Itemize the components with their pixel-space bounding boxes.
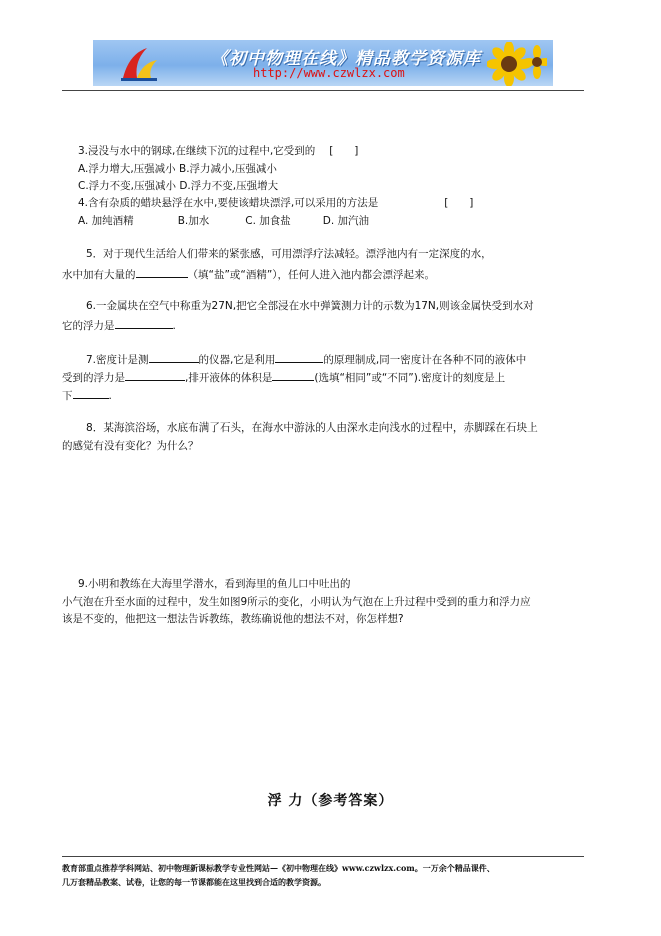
q9-line3: 该是不变的，他把这一想法告诉教练，教练确说他的想法不对，你怎样想? bbox=[62, 613, 404, 625]
q5-line2: 水中加有大量的 （填“盐”或“酒精”），任何人进入池内都会漂浮起来。 bbox=[62, 266, 435, 282]
q4-stem: 4.含有杂质的蜡块悬浮在水中,要使该蜡块漂浮,可以采用的方法是 [ ] bbox=[78, 197, 474, 209]
footer-line1: 教育部重点推荐学科网站、初中物理新课标教学专业性网站—《初中物理在线》www.czwlzx.com。一万余个精品课件、 bbox=[62, 863, 495, 873]
q8-line1: 8．某海滨浴场，水底布满了石头，在海水中游泳的人由深水走向浅水的过程中，赤脚踩在石块上 bbox=[86, 422, 538, 434]
q6-line2: 它的浮力是 . bbox=[62, 317, 176, 333]
answer-blank bbox=[275, 351, 323, 363]
q9-line2: 小气泡在升至水面的过程中，发生如图9所示的变化，小明认为气泡在上升过程中受到的重力和浮力应 bbox=[62, 596, 531, 608]
footer-rule bbox=[62, 856, 584, 857]
q7-line1: 7.密度计是测 的仪器,它是利用 的原理制成,同一密度计在各种不同的液体中 bbox=[86, 351, 526, 367]
q4-answer-bracket: [ ] bbox=[444, 197, 474, 209]
answer-blank bbox=[149, 351, 199, 363]
q6-line1: 6.一金属块在空气中称重为27N,把它全部浸在水中弹簧测力计的示数为17N,则该金属快受到水对 bbox=[86, 300, 534, 312]
q3-options-cd: C.浮力不变,压强减小 D.浮力不变,压强增大 bbox=[78, 180, 279, 192]
q8-line2: 的感觉有没有变化？为什么？ bbox=[62, 440, 199, 452]
footer-line2: 几万套精品教案、试卷，让您的每一节课都能在这里找到合适的教学资源。 bbox=[62, 877, 326, 887]
answer-blank bbox=[272, 369, 314, 381]
q7-line3: 下 . bbox=[62, 387, 112, 403]
q3-stem: 3.浸没与水中的钢球,在继续下沉的过程中,它受到的 [ ] bbox=[78, 145, 359, 157]
answer-blank bbox=[136, 266, 188, 278]
q7-line2: 受到的浮力是 ,排开液体的体积是 (选填“相同”或“不同”).密度计的刻度是上 bbox=[62, 369, 505, 385]
answer-blank bbox=[115, 317, 173, 329]
site-title: 《初中物理在线》精品教学资源库 bbox=[211, 49, 481, 69]
q5-line1: 5．对于现代生活给人们带来的紧张感，可用漂浮疗法减轻。漂浮池内有一定深度的水， bbox=[86, 248, 492, 260]
answer-heading: 浮 力（参考答案） bbox=[267, 793, 394, 809]
sunflower-image-icon bbox=[487, 42, 547, 86]
q3-options-ab: A.浮力增大,压强减小 B.浮力减小,压强减小 bbox=[78, 163, 277, 175]
answer-blank bbox=[125, 369, 185, 381]
q3-answer-bracket: [ ] bbox=[329, 145, 359, 157]
site-url: http://www.czwlzx.com bbox=[253, 66, 405, 80]
q9-line1: 9.小明和教练在大海里学潜水，看到海里的鱼儿口中吐出的 bbox=[78, 578, 351, 590]
answer-blank bbox=[73, 387, 109, 399]
header-banner bbox=[93, 40, 553, 86]
header-rule bbox=[62, 90, 584, 91]
q4-options: A. 加纯酒精 B.加水 C. 加食盐 D. 加汽油 bbox=[78, 215, 370, 227]
site-logo-icon bbox=[117, 44, 161, 84]
